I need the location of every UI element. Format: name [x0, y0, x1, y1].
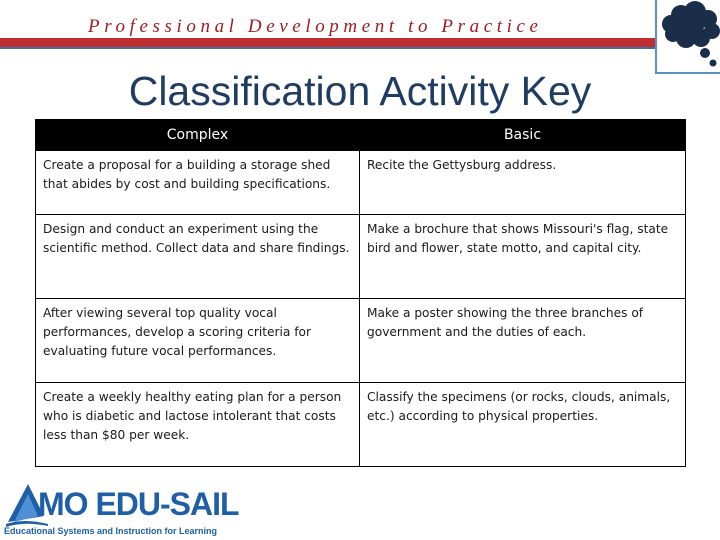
complex-cell: Create a weekly healthy eating plan for a person who is diabetic and lactose intolerant that costs less than $80 per week. — [36, 383, 360, 467]
banner-title: Professional Development to Practice — [88, 16, 543, 37]
basic-cell: Make a brochure that shows Missouri's flag, state bird and flower, state motto, and capital city. — [360, 215, 686, 299]
page-title: Classification Activity Key — [128, 68, 592, 114]
column-header-basic: Basic — [360, 120, 686, 151]
complex-cell: Create a proposal for a building a storage shed that abides by cost and building specifications. — [36, 151, 360, 215]
column-header-complex: Complex — [36, 120, 360, 151]
basic-cell: Classify the specimens (or rocks, clouds, animals, etc.) according to physical properties. — [360, 383, 686, 467]
header-blue-bar — [0, 47, 655, 49]
logo-wordmark: MO EDU-SAIL — [38, 486, 239, 522]
table-header-row — [36, 120, 686, 151]
table-row — [36, 215, 686, 299]
classification-table — [35, 119, 686, 467]
header-red-bar — [0, 38, 655, 47]
logo-tagline: Educational Systems and Instruction for Learning — [4, 526, 218, 536]
complex-cell: Design and conduct an experiment using the scientific method. Collect data and share findings. — [36, 215, 360, 299]
basic-cell: Recite the Gettysburg address. — [360, 151, 686, 215]
thought-cloud-icon — [655, 0, 720, 74]
table-row — [36, 383, 686, 467]
complex-cell: After viewing several top quality vocal performances, develop a scoring criteria for evaluating future vocal performances. — [36, 299, 360, 383]
basic-cell: Make a poster showing the three branches of government and the duties of each. — [360, 299, 686, 383]
table-row — [36, 299, 686, 383]
table-row — [36, 151, 686, 215]
